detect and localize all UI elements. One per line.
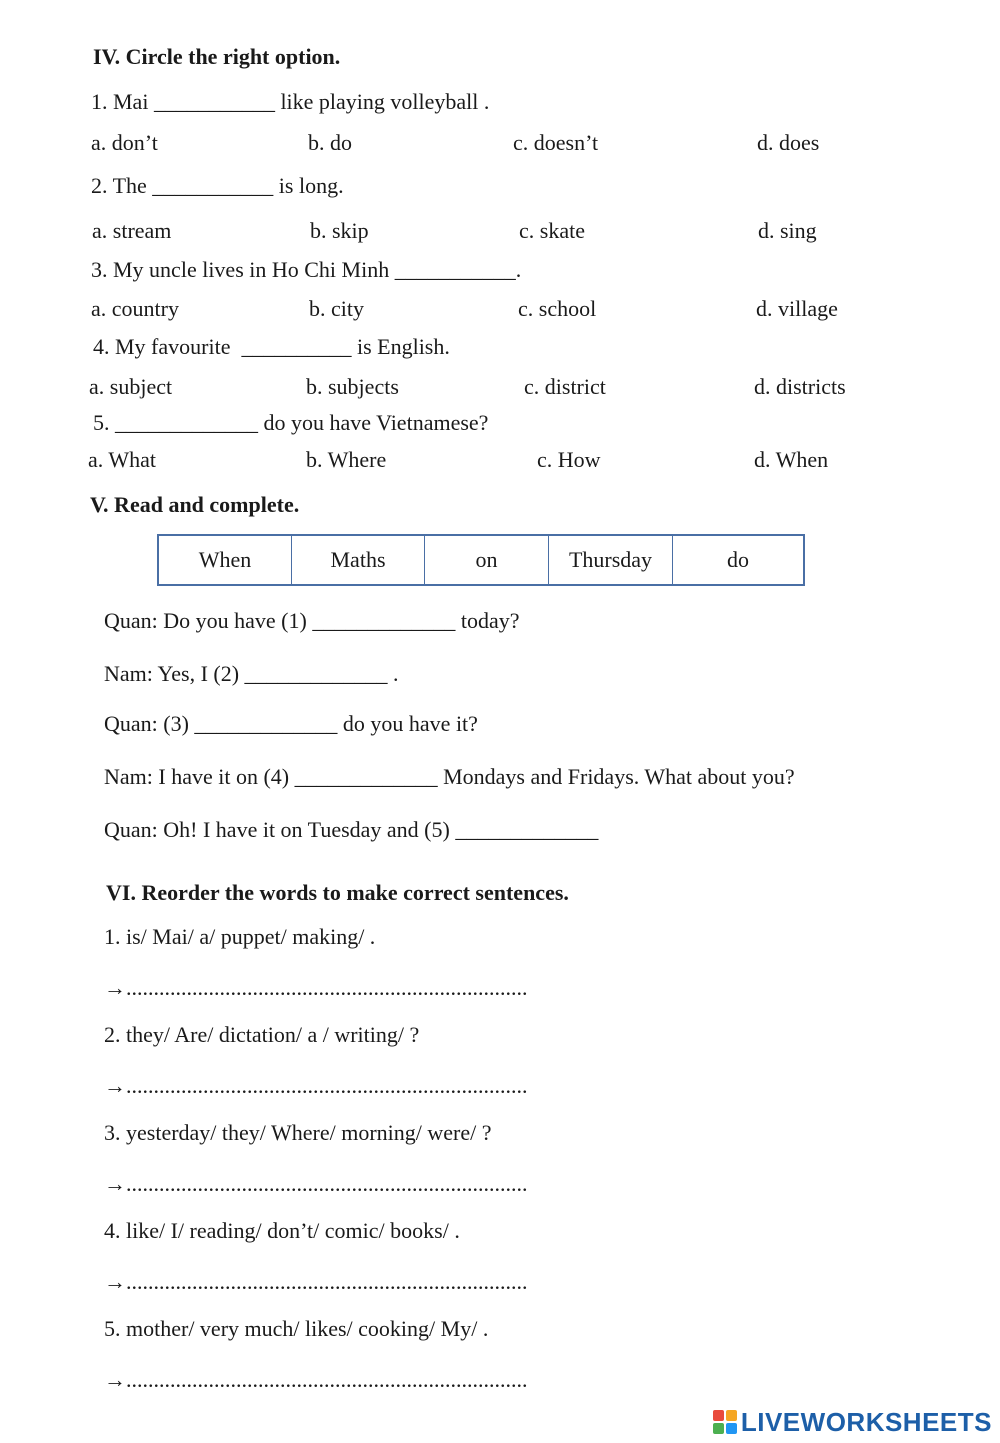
section-4-title: IV. Circle the right option. xyxy=(93,44,341,69)
answer-line-2[interactable]: →......................................................................... xyxy=(104,1073,528,1098)
q3-option-d[interactable]: d. village xyxy=(756,296,838,321)
q2-option-b[interactable]: b. skip xyxy=(310,218,369,243)
q3-option-a[interactable]: a. country xyxy=(91,296,179,321)
section-5-title: V. Read and complete. xyxy=(90,492,300,517)
word-bank-item: Thursday xyxy=(549,536,673,584)
dialogue-line-5: Quan: Oh! I have it on Tuesday and (5) _____________ xyxy=(104,817,599,842)
q1-option-d[interactable]: d. does xyxy=(757,130,820,155)
liveworksheets-brand: LIVEWORKSHEETS xyxy=(740,1406,992,1437)
answer-line-4[interactable]: →......................................................................... xyxy=(104,1269,528,1294)
q1-option-c[interactable]: c. doesn’t xyxy=(513,130,599,155)
q5-option-c[interactable]: c. How xyxy=(537,447,601,472)
question-5: 5. _____________ do you have Vietnamese? xyxy=(93,410,489,435)
answer-line-3[interactable]: →......................................................................... xyxy=(104,1171,528,1196)
q2-option-d[interactable]: d. sing xyxy=(758,218,817,243)
q5-option-d[interactable]: d. When xyxy=(754,447,829,472)
q5-option-a[interactable]: a. What xyxy=(88,447,157,472)
q4-option-c[interactable]: c. district xyxy=(524,374,606,399)
dialogue-line-4: Nam: I have it on (4) _____________ Mondays and Fridays. What about you? xyxy=(104,764,795,789)
word-bank-item: Maths xyxy=(292,536,425,584)
dialogue-line-2: Nam: Yes, I (2) _____________ . xyxy=(104,661,399,686)
dialogue-line-3: Quan: (3) _____________ do you have it? xyxy=(104,711,478,736)
reorder-item-2: 2. they/ Are/ dictation/ a / writing/ ? xyxy=(104,1022,420,1047)
reorder-item-4: 4. like/ I/ reading/ don’t/ comic/ books/ . xyxy=(104,1218,460,1243)
reorder-item-5: 5. mother/ very much/ likes/ cooking/ My/ . xyxy=(104,1316,489,1341)
q4-option-b[interactable]: b. subjects xyxy=(306,374,399,399)
liveworksheets-logo-icon xyxy=(713,1410,737,1434)
liveworksheets-logo xyxy=(713,1407,992,1437)
word-bank-item: on xyxy=(425,536,549,584)
q3-option-b[interactable]: b. city xyxy=(309,296,364,321)
answer-line-1[interactable]: →......................................................................... xyxy=(104,975,528,1000)
section-6-title: VI. Reorder the words to make correct sentences. xyxy=(106,880,569,905)
reorder-item-1: 1. is/ Mai/ a/ puppet/ making/ . xyxy=(104,924,376,949)
q2-option-a[interactable]: a. stream xyxy=(92,218,172,243)
question-1: 1. Mai ___________ like playing volleyball . xyxy=(91,89,490,114)
q1-option-a[interactable]: a. don’t xyxy=(91,130,158,155)
question-4: 4. My favourite __________ is English. xyxy=(93,334,450,359)
q3-option-c[interactable]: c. school xyxy=(518,296,597,321)
question-2: 2. The ___________ is long. xyxy=(91,173,344,198)
reorder-item-3: 3. yesterday/ they/ Where/ morning/ were/ ? xyxy=(104,1120,492,1145)
q1-option-b[interactable]: b. do xyxy=(308,130,352,155)
q4-option-d[interactable]: d. districts xyxy=(754,374,846,399)
question-3: 3. My uncle lives in Ho Chi Minh ___________. xyxy=(91,257,522,282)
word-bank-item: do xyxy=(727,547,749,572)
q5-option-b[interactable]: b. Where xyxy=(306,447,387,472)
q4-option-a[interactable]: a. subject xyxy=(89,374,173,399)
q2-option-c[interactable]: c. skate xyxy=(519,218,585,243)
dialogue-line-1: Quan: Do you have (1) _____________ today? xyxy=(104,608,520,633)
word-bank-item: When xyxy=(159,536,292,584)
word-bank xyxy=(157,534,805,586)
answer-line-5[interactable]: →......................................................................... xyxy=(104,1367,528,1392)
